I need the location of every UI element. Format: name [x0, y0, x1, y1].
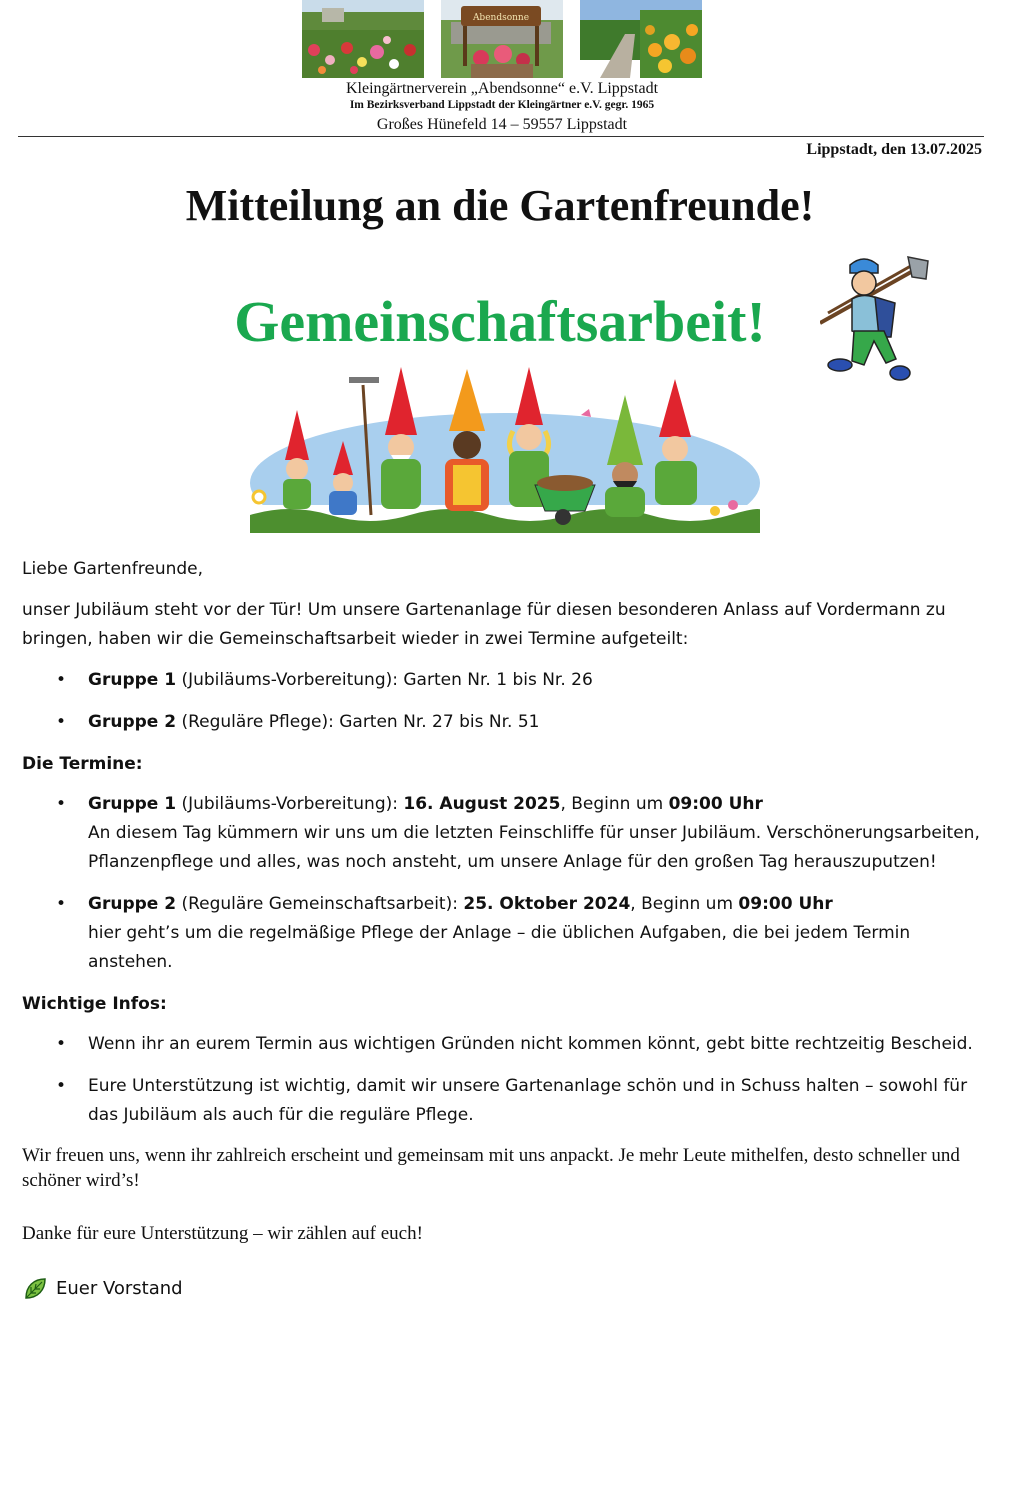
infos-list — [22, 1030, 997, 1130]
letter-body — [22, 555, 997, 1303]
termin-date: 25. Oktober 2024 — [463, 894, 631, 914]
closing-paragraph: Wir freuen uns, wenn ihr zahlreich erscheint und gemeinsam mit uns anpackt. Je mehr Leute mithelfen, desto schneller und schöner wird’s! — [22, 1145, 960, 1191]
termin-label: (Jubiläums-Vorbereitung): — [176, 794, 404, 814]
header-photos — [302, 0, 702, 78]
termin-mid: , Beginn um — [630, 894, 739, 914]
group-desc: (Jubiläums-Vorbereitung): Garten Nr. 1 bis Nr. 26 — [176, 670, 593, 690]
header-divider — [18, 136, 984, 137]
signature-text: Euer Vorstand — [56, 1278, 183, 1299]
termin-mid: , Beginn um — [560, 794, 669, 814]
page-subtitle: Gemeinschaftsarbeit! — [234, 289, 766, 354]
thanks-paragraph: Danke für eure Unterstützung – wir zählen auf euch! — [22, 1223, 423, 1244]
list-item: • Eure Unterstützung ist wichtig, damit wir unsere Gartenanlage schön und in Schuss halten – sowohl für das Jubiläum als auch für die reguläre Pflege. — [88, 1072, 997, 1130]
garden-photo-flowers — [302, 0, 424, 78]
garden-photo-sign — [441, 0, 563, 78]
group-name: Gruppe 2 — [88, 712, 177, 732]
garden-photo-path — [580, 0, 702, 78]
association-line: Im Bezirksverband Lippstadt der Kleingärtner e.V. gegr. 1965 — [349, 99, 655, 111]
sign-text: Abendsonne — [472, 13, 530, 23]
club-address: Großes Hünefeld 14 – 59557 Lippstadt — [376, 116, 628, 133]
termin-group: Gruppe 1 — [88, 794, 177, 814]
termin-text: hier geht’s um die regelmäßige Pflege der Anlage – die üblichen Aufgaben, die bei jedem Termin anstehen. — [88, 923, 911, 972]
list-item — [88, 708, 997, 737]
intro-paragraph: unser Jubiläum steht vor der Tür! Um unsere Gartenanlage für diesen besonderen Anlass auf Vordermann zu bringen, haben wir die Gemeinschaftsarbeit wieder in zwei Termine aufgeteilt: — [22, 600, 946, 649]
infos-heading: Wichtige Infos: — [22, 994, 167, 1014]
termin-date: 16. August 2025 — [403, 794, 561, 814]
list-item — [88, 790, 997, 877]
list-item — [88, 666, 997, 695]
greeting: Liebe Gartenfreunde, — [22, 559, 204, 579]
letter-date: Lippstadt, den 13.07.2025 — [806, 141, 982, 158]
termin-time: 09:00 Uhr — [738, 894, 833, 914]
termine-list — [22, 790, 997, 977]
termin-time: 09:00 Uhr — [668, 794, 763, 814]
termin-label: (Reguläre Gemeinschaftsarbeit): — [176, 894, 464, 914]
walking-gardener-illustration — [820, 255, 935, 390]
signature — [22, 1274, 997, 1303]
page-title: Mitteilung an die Gartenfreunde! — [185, 181, 815, 230]
leaf-icon — [22, 1276, 48, 1302]
club-name: Kleingärtnerverein „Abendsonne“ e.V. Lippstadt — [345, 80, 659, 97]
list-item — [88, 890, 997, 977]
termin-text: An diesem Tag kümmern wir uns um die letzten Feinschliffe für unser Jubiläum. Verschönerungsarbeiten, Pflanzenpflege und alles, was noch ansteht, um unsere Anlage für den großen Tag herauszuputzen! — [88, 823, 980, 872]
termine-heading: Die Termine: — [22, 754, 143, 774]
list-item: • Wenn ihr an eurem Termin aus wichtigen Gründen nicht kommen könnt, gebt bitte rechtzeitig Bescheid. — [88, 1030, 997, 1059]
group-name: Gruppe 1 — [88, 670, 177, 690]
group-list — [22, 666, 997, 737]
termin-group: Gruppe 2 — [88, 894, 177, 914]
garden-gnomes-illustration — [245, 365, 760, 533]
group-desc: (Reguläre Pflege): Garten Nr. 27 bis Nr. 51 — [176, 712, 540, 732]
